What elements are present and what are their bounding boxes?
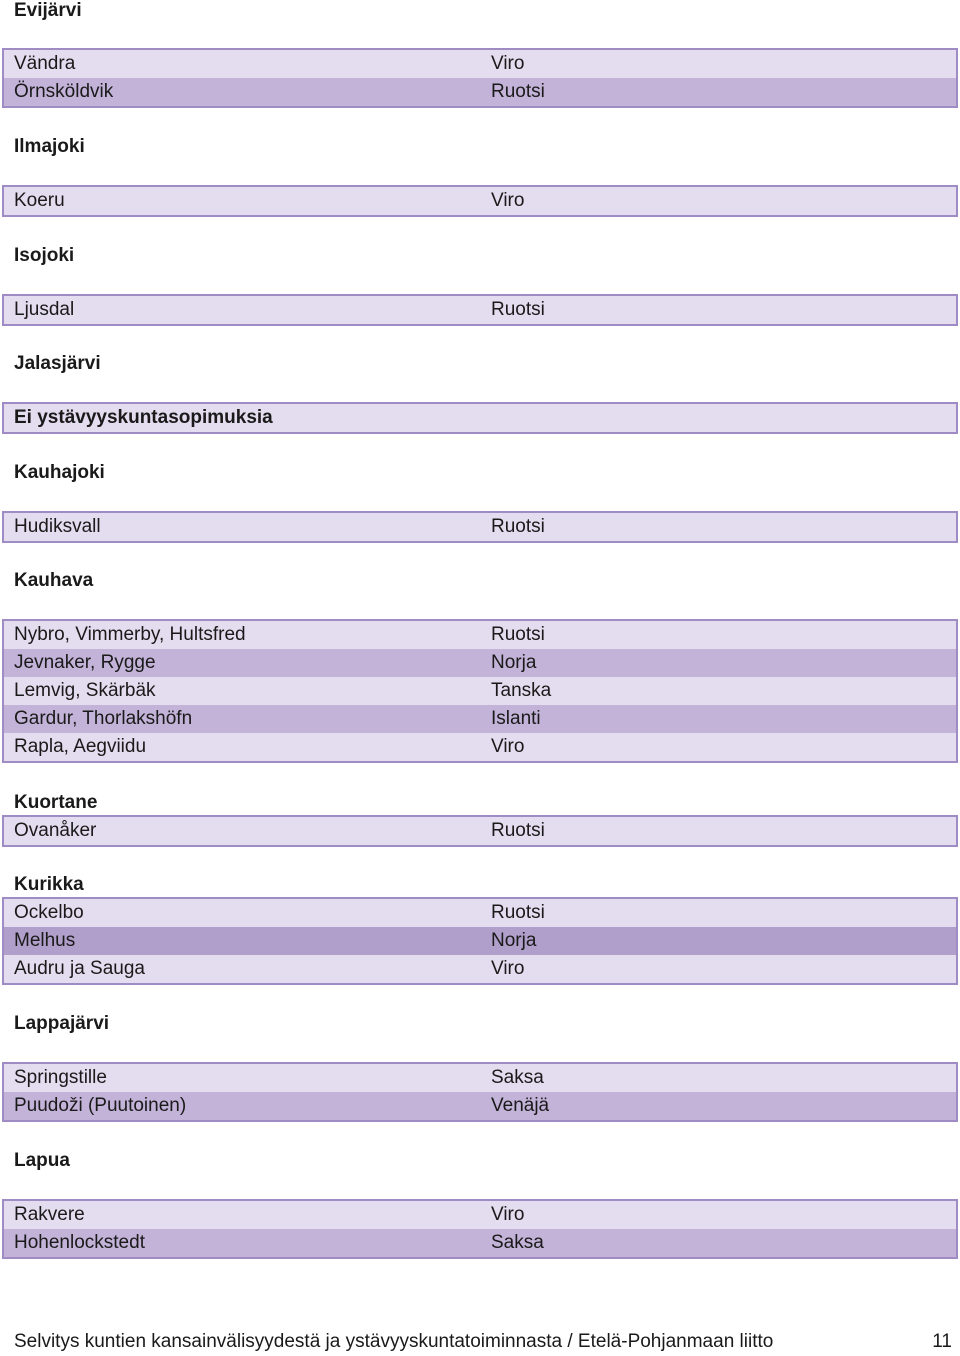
table-row — [4, 621, 956, 649]
country-name: Saksa — [491, 1232, 544, 1253]
country-name: Ruotsi — [491, 902, 545, 923]
table-row — [4, 677, 956, 705]
section-heading-kauhajoki: Kauhajoki — [14, 462, 105, 483]
town-name: Hohenlockstedt — [14, 1232, 145, 1253]
twin-town-table-lappajarvi — [2, 1062, 958, 1122]
country-name: Norja — [491, 930, 537, 951]
country-name: Viro — [491, 958, 525, 979]
town-name: Rakvere — [14, 1204, 85, 1225]
section-heading-jalasjarvi: Jalasjärvi — [14, 353, 101, 374]
table-row — [4, 733, 956, 761]
country-name: Norja — [491, 652, 537, 673]
table-row — [4, 817, 956, 845]
no-agreements-note: Ei ystävyyskuntasopimuksia — [14, 407, 273, 428]
twin-town-table-isojoki — [2, 294, 958, 326]
town-name: Gardur, Thorlakshöfn — [14, 708, 193, 729]
table-row — [4, 1229, 956, 1257]
town-name: Hudiksvall — [14, 516, 101, 537]
town-name: Puudoži (Puutoinen) — [14, 1095, 187, 1116]
town-name: Nybro, Vimmerby, Hultsfred — [14, 624, 246, 645]
country-name: Ruotsi — [491, 81, 545, 102]
section-heading-lappajarvi: Lappajärvi — [14, 1013, 110, 1034]
twin-town-table-kuortane — [2, 815, 958, 847]
town-name: Rapla, Aegviidu — [14, 736, 147, 757]
table-row — [4, 50, 956, 78]
section-heading-isojoki: Isojoki — [14, 245, 75, 266]
country-name: Viro — [491, 190, 525, 211]
country-name: Tanska — [491, 680, 552, 701]
table-row — [4, 955, 956, 983]
table-row — [4, 513, 956, 541]
twin-town-table-ilmajoki — [2, 185, 958, 217]
town-name: Lemvig, Skärbäk — [14, 680, 156, 701]
country-name: Ruotsi — [491, 516, 545, 537]
town-name: Örnsköldvik — [14, 81, 114, 102]
table-row — [4, 404, 956, 432]
country-name: Ruotsi — [491, 820, 545, 841]
section-heading-kauhava: Kauhava — [14, 570, 94, 591]
town-name: Jevnaker, Rygge — [14, 652, 156, 673]
table-row — [4, 927, 956, 955]
table-row — [4, 1092, 956, 1120]
table-row — [4, 1201, 956, 1229]
country-name: Venäjä — [491, 1095, 550, 1116]
country-name: Viro — [491, 1204, 525, 1225]
table-row — [4, 705, 956, 733]
twin-town-table-lapua — [2, 1199, 958, 1259]
town-name: Ockelbo — [14, 902, 84, 923]
twin-town-table-kurikka — [2, 897, 958, 985]
country-name: Ruotsi — [491, 624, 545, 645]
town-name: Vändra — [14, 53, 76, 74]
table-row — [4, 78, 956, 106]
town-name: Springstille — [14, 1067, 107, 1088]
twin-town-table-evijarvi — [2, 48, 958, 108]
twin-town-table-jalasjarvi — [2, 402, 958, 434]
town-name: Koeru — [14, 190, 65, 211]
table-row — [4, 1064, 956, 1092]
section-heading-evijarvi: Evijärvi — [14, 0, 82, 21]
country-name: Islanti — [491, 708, 541, 729]
twin-town-table-kauhajoki — [2, 511, 958, 543]
table-row — [4, 296, 956, 324]
page-number: 11 — [932, 1331, 952, 1352]
table-row — [4, 899, 956, 927]
table-row — [4, 187, 956, 215]
town-name: Audru ja Sauga — [14, 958, 145, 979]
country-name: Saksa — [491, 1067, 544, 1088]
section-heading-kurikka: Kurikka — [14, 874, 84, 895]
town-name: Ovanåker — [14, 820, 97, 841]
town-name: Melhus — [14, 930, 76, 951]
section-heading-kuortane: Kuortane — [14, 792, 98, 813]
section-heading-lapua: Lapua — [14, 1150, 70, 1171]
twin-town-table-kauhava — [2, 619, 958, 763]
country-name: Viro — [491, 736, 525, 757]
page-footer — [14, 1330, 954, 1354]
section-heading-ilmajoki: Ilmajoki — [14, 136, 85, 157]
footer-text: Selvitys kuntien kansainvälisyydestä ja ystävyyskuntatoiminnasta / Etelä-Pohjanmaan liitto — [14, 1331, 774, 1352]
country-name: Viro — [491, 53, 525, 74]
country-name: Ruotsi — [491, 299, 545, 320]
town-name: Ljusdal — [14, 299, 75, 320]
table-row — [4, 649, 956, 677]
